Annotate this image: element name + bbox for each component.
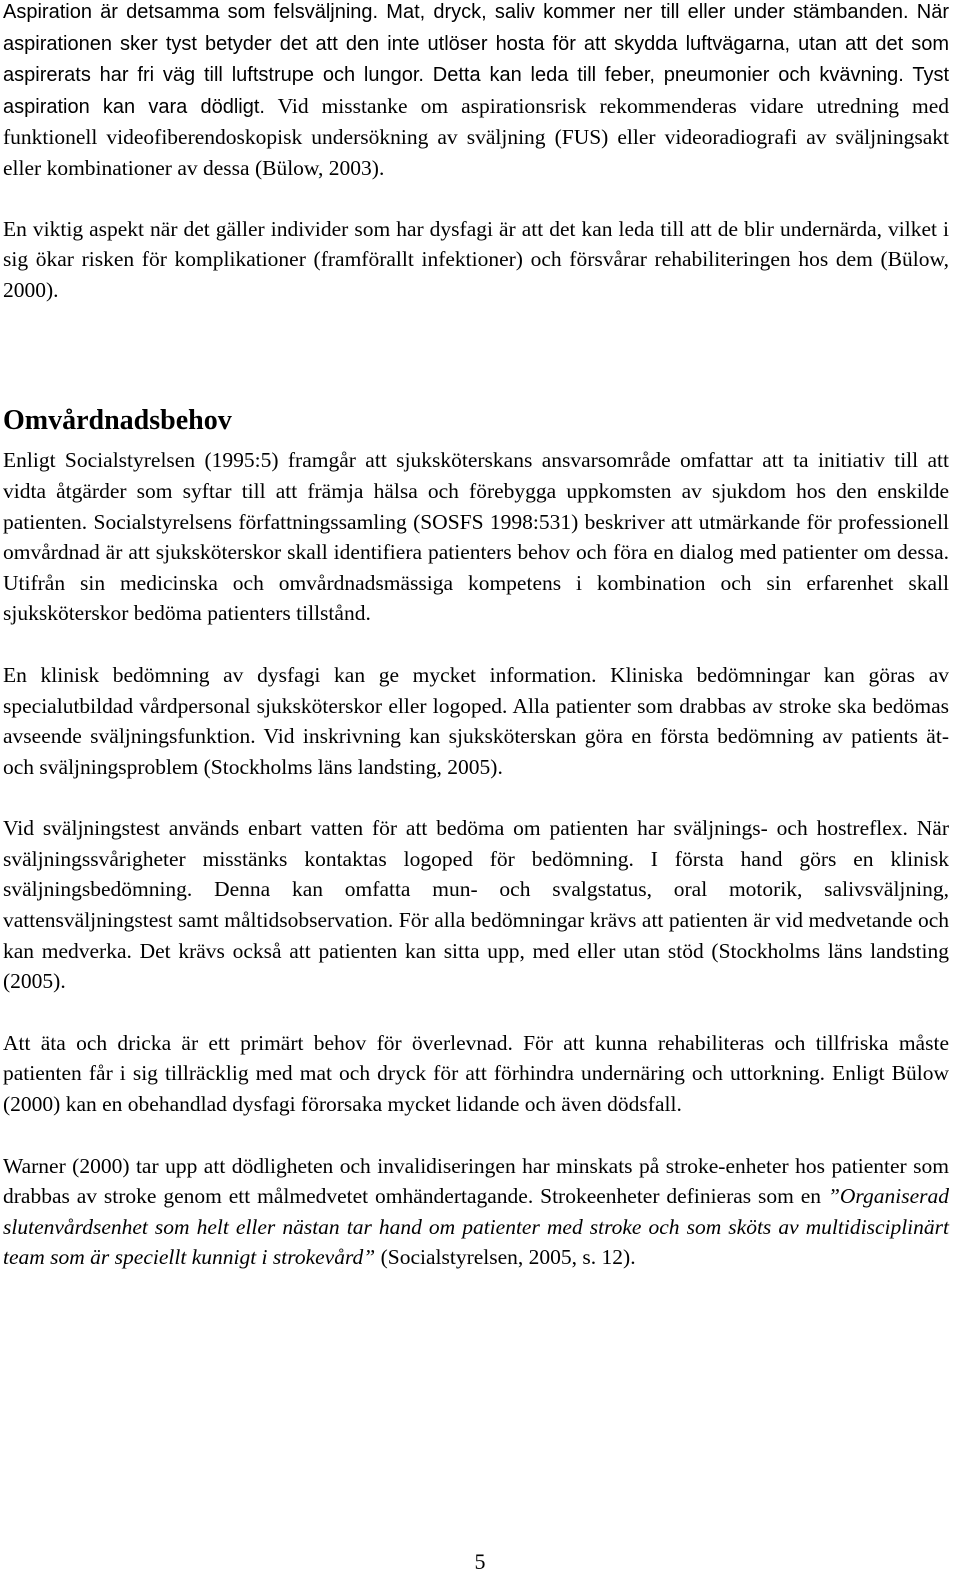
stroke-units-text-end: (Socialstyrelsen, 2005, s. 12). xyxy=(375,1245,636,1270)
paragraph-socialstyrelsen: Enligt Socialstyrelsen (1995:5) framgår att sjuksköterskans ansvarsområde omfattar att ta initiativ till att vidta åtgärder som syftar till att främja hälsa och förebygga uppkomsten av sjukdom hos den enskilde patienten. Socialstyrelsens författningssamling (SOSFS 1998:531) beskriver att utmärkande för professionell omvårdnad är att sjuksköterskor skall identifiera patienters behov och föra en dialog med patienter om dessa. Utifrån sin medicinska och omvårdnadsmässiga kompetens i kombination och sin erfarenhet skall sjuksköterskor bedöma patienters tillstånd. xyxy=(3,448,949,626)
paragraph-stroke-units xyxy=(3,1151,949,1273)
section-heading: Omvårdnadsbehov xyxy=(3,405,232,437)
paragraph-undernutrition: En viktig aspekt när det gäller individer som har dysfagi är att det kan leda till att de blir undernärda, vilket i sig ökar risken för komplikationer (framförallt infektioner) och försvårar rehabiliteringen hos dem (Bülow, 2000). xyxy=(3,216,949,302)
page-number: 5 xyxy=(474,1549,486,1574)
document-page xyxy=(3,0,949,1273)
paragraph-swallowing-test: Vid sväljningstest används enbart vatten för att bedöma om patienten har sväljnings- och hostreflex. När sväljningssvårigheter misstänks kontaktas logoped för bedömning. I första hand görs en klinisk sväljningsbedömning. Denna kan omfatta mun- och svalgstatus, oral motorik, salivsväljning, vattensväljningstest samt måltidsobservation. För alla bedömningar krävs att patienten är vid medvetande och kan medverka. Det krävs också att patienten kan sitta upp, med eller utan stöd (Stockholms läns landsting (2005). xyxy=(3,816,949,994)
stroke-units-text-start: Warner (2000) tar upp att dödligheten och invalidiseringen har minskats på stroke-enheter hos patienter som drabbas av stroke genom ett målmedvetet omhändertagande. Strokeenheter definieras som en xyxy=(3,1153,949,1209)
paragraph-aspiration-serif-text: Vid misstanke om aspirationsrisk rekommenderas vidare utredning med funktionell videofiberendoskopisk undersökning av sväljning (FUS) eller videoradiografi av sväljningsakt eller kombinationer av dessa (Bülow, 2003). xyxy=(3,93,949,180)
paragraph-aspiration-sans-text: Aspiration är detsamma som felsväljning. Mat, dryck, saliv kommer ner till eller under stämbanden. När aspirationen sker tyst betyder det att den inte utlöser hosta för att skydda luftvägarna, utan att det som aspirerats har fri väg till luftstrupe och lungor. Detta kan leda till feber, pneumonier och kvävning. Tyst aspiration kan vara dödligt. xyxy=(3,1,949,118)
paragraph-aspiration xyxy=(3,0,949,184)
paragraph-eating-drinking: Att äta och dricka är ett primärt behov för överlevnad. För att kunna rehabiliteras och tillfriska måste patienten får i sig tillräcklig med mat och dryck för att förhindra undernäring och uttorkning. Enligt Bülow (2000) kan en obehandlad dysfagi förorsaka mycket lidande och även dödsfall. xyxy=(3,1030,949,1117)
paragraph-clinical-assessment: En klinisk bedömning av dysfagi kan ge mycket information. Kliniska bedömningar kan göras av specialutbildad vårdpersonal sjuksköterskor eller logoped. Alla patienter som drabbas av stroke ska bedömas avseende sväljningsfunktion. Vid inskrivning kan sjuksköterskan göra en första bedömning av patients ät- och sväljningsproblem (Stockholms läns landsting, 2005). xyxy=(3,662,949,779)
stroke-units-quote: ”Organiserad slutenvårdsenhet som helt eller nästan tar hand om patienter med stroke och som sköts av multidisciplinärt team som är speciellt kunnigt i strokevård” xyxy=(3,1184,949,1270)
